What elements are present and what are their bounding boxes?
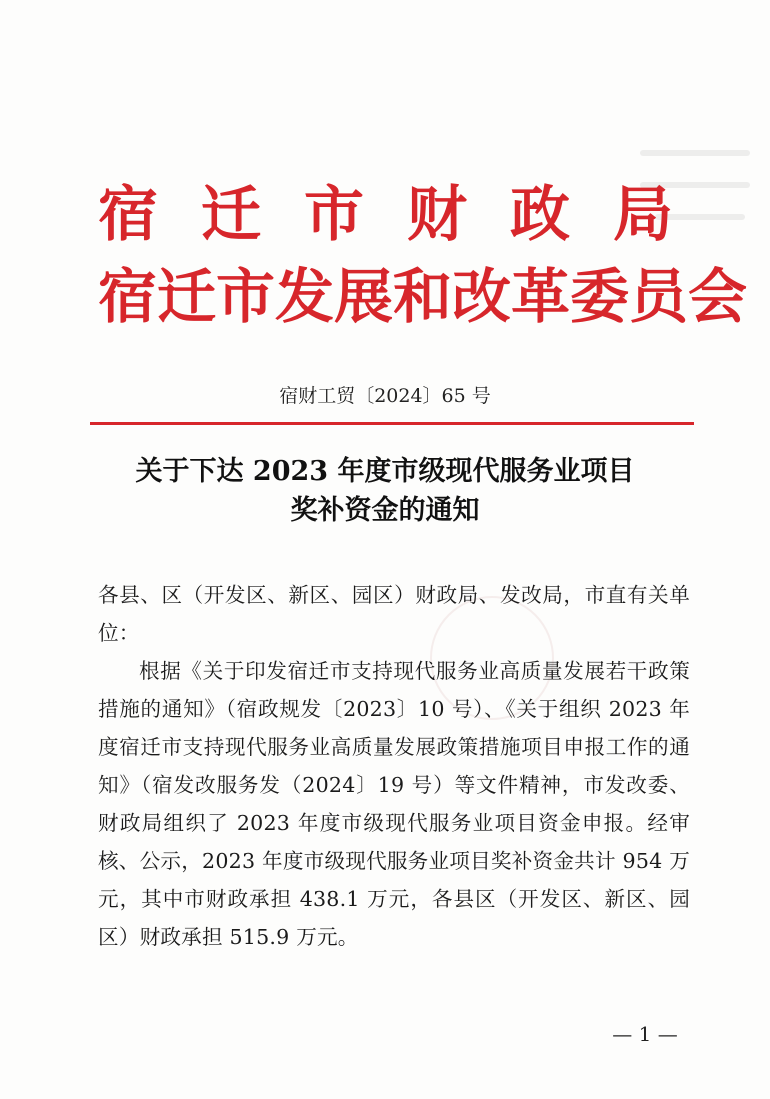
- org-char: 局: [613, 180, 673, 250]
- document-title-line-1: 关于下达 2023 年度市级现代服务业项目: [135, 456, 635, 487]
- bleed-through-mark: [640, 150, 750, 156]
- document-number: 宿财工贸〔2024〕65 号: [279, 385, 491, 407]
- page-number: — 1 —: [612, 1022, 678, 1046]
- issuing-authority-finance-bureau: [98, 180, 673, 250]
- org-char: 财: [407, 180, 467, 250]
- org-char: 宿: [98, 180, 158, 250]
- red-separator-line: [90, 422, 694, 425]
- org-char: 市: [304, 180, 364, 250]
- org-char: 政: [510, 180, 570, 250]
- body-paragraph: 根据《关于印发宿迁市支持现代服务业高质量发展若干政策措施的通知》（宿政规发〔2023〕10 号）、《关于组织 2023 年度宿迁市支持现代服务业高质量发展政策措施项目申报工作的通知》（宿发改服务发（2024〕19 号）等文件精神，市发改委、财政局组织了 2023 年度市级现代服务业项目资金申报。经审核、公示，2023 年度市级现代服务业项目奖补资金共计 954 万元，其中市财政承担 438.1 万元，各县区（开发区、新区、园区）财政承担 515.9 万元。: [98, 659, 690, 949]
- issuing-authority-development-reform-commission: 宿迁市发展和改革委员会: [98, 262, 748, 331]
- document-title-line-2: 奖补资金的通知: [290, 495, 480, 526]
- org-char: 迁: [201, 180, 261, 250]
- salutation: 各县、区（开发区、新区、园区）财政局、发改局，市直有关单位：: [98, 583, 690, 645]
